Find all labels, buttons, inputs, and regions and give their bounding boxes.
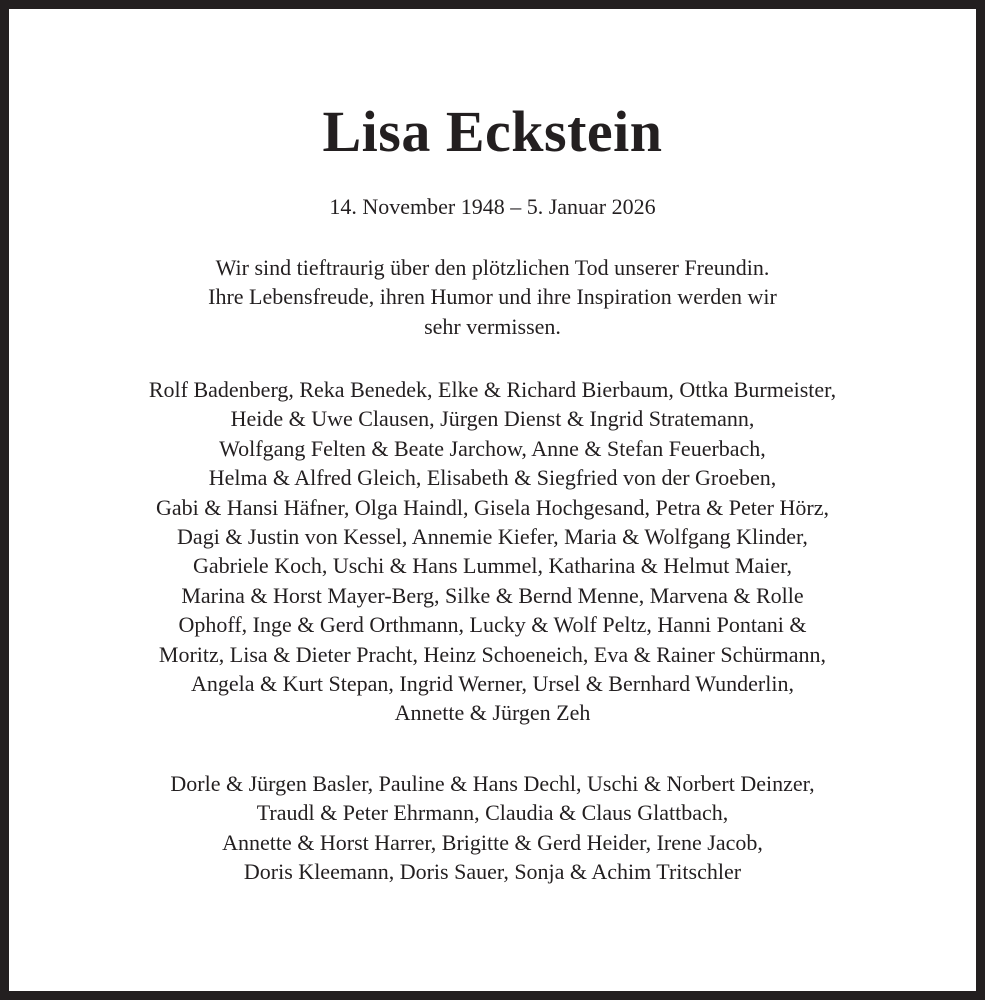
mourners-line: Gabi & Hansi Häfner, Olga Haindl, Gisela Hochgesand, Petra & Peter Hörz, — [156, 494, 829, 520]
mourners-line: Doris Kleemann, Doris Sauer, Sonja & Achim Tritschler — [243, 859, 742, 885]
mourners-line: Traudl & Peter Ehrmann, Claudia & Claus Glattbach, — [256, 800, 729, 826]
deceased-name: Lisa Eckstein — [322, 99, 663, 164]
condolence-message — [29, 253, 956, 341]
mourners-line: Wolfgang Felten & Beate Jarchow, Anne & Stefan Feuerbach, — [219, 435, 766, 461]
mourners-line: Gabriele Koch, Uschi & Hans Lummel, Katharina & Helmut Maier, — [192, 553, 793, 579]
mourners-list-secondary — [29, 769, 956, 887]
mourners-line: Marina & Horst Mayer-Berg, Silke & Bernd Menne, Marvena & Rolle — [181, 582, 804, 608]
life-dates: 14. November 1948 – 5. Januar 2026 — [329, 194, 656, 219]
message-line: sehr vermissen. — [424, 313, 561, 339]
message-line: Ihre Lebensfreude, ihren Humor und ihre Inspiration werden wir — [208, 284, 777, 310]
message-line: Wir sind tieftraurig über den plötzlichen Tod unserer Freundin. — [215, 255, 770, 280]
mourners-line: Helma & Alfred Gleich, Elisabeth & Siegfried von der Groeben, — [208, 465, 777, 491]
mourners-line: Annette & Horst Harrer, Brigitte & Gerd Heider, Irene Jacob, — [222, 829, 763, 855]
mourners-line: Annette & Jürgen Zeh — [394, 700, 591, 726]
mourners-line: Dagi & Justin von Kessel, Annemie Kiefer, Maria & Wolfgang Klinder, — [177, 524, 808, 550]
mourners-line: Angela & Kurt Stepan, Ingrid Werner, Ursel & Bernhard Wunderlin, — [191, 671, 794, 697]
mourners-line: Dorle & Jürgen Basler, Pauline & Hans Dechl, Uschi & Norbert Deinzer, — [170, 771, 815, 796]
mourners-line: Heide & Uwe Clausen, Jürgen Dienst & Ingrid Stratemann, — [230, 406, 755, 432]
mourners-line: Ophoff, Inge & Gerd Orthmann, Lucky & Wolf Peltz, Hanni Pontani & — [178, 612, 807, 638]
mourners-list-primary — [29, 375, 956, 728]
mourners-line: Moritz, Lisa & Dieter Pracht, Heinz Schoeneich, Eva & Rainer Schürmann, — [158, 641, 827, 667]
mourners-line: Rolf Badenberg, Reka Benedek, Elke & Richard Bierbaum, Ottka Burmeister, — [148, 377, 837, 402]
